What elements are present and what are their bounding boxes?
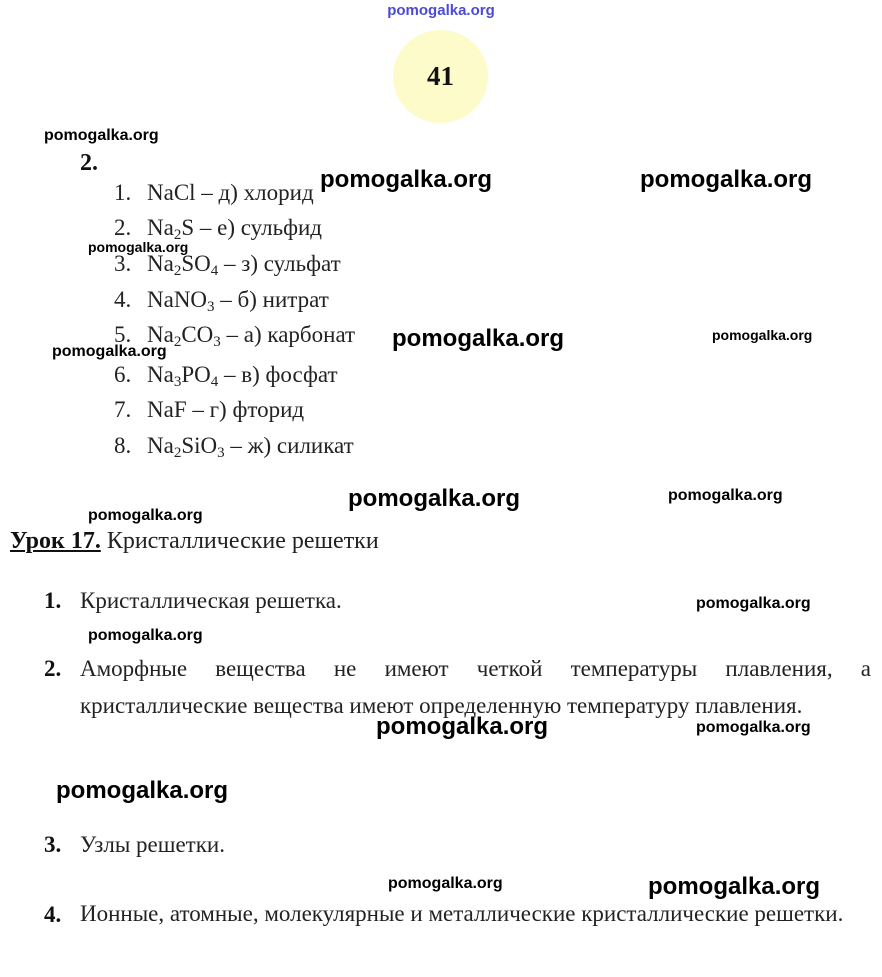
exercise-item bbox=[114, 287, 329, 313]
watermark: pomogalka.org bbox=[668, 487, 783, 504]
question-3-text: Узлы решетки. bbox=[80, 832, 225, 857]
watermark: pomogalka.org bbox=[56, 777, 229, 804]
exercise-item-text: PO bbox=[181, 362, 211, 387]
question-2-text: Аморфные вещества не имеют четкой температуры плавления, а кристаллические вещества имеют определенную температуру плавления. bbox=[80, 656, 871, 718]
exercise-item-number: 4. bbox=[114, 287, 132, 312]
watermark: pomogalka.org bbox=[88, 239, 189, 255]
exercise-number: 2. bbox=[80, 150, 98, 176]
exercise-item-text: NaCl – д) хлорид bbox=[147, 180, 314, 205]
watermark: pomogalka.org bbox=[712, 327, 813, 343]
watermark: pomogalka.org bbox=[88, 627, 203, 644]
exercise-item-text: NaNO bbox=[147, 287, 208, 312]
formula-subscript: 2 bbox=[173, 445, 182, 461]
exercise-item-text: Na bbox=[147, 433, 174, 458]
watermark: pomogalka.org bbox=[388, 875, 503, 892]
formula-subscript: 2 bbox=[173, 263, 182, 279]
exercise-item-text: S – е) сульфид bbox=[181, 215, 323, 240]
exercise-item bbox=[114, 362, 338, 388]
watermark: pomogalka.org bbox=[696, 595, 811, 612]
exercise-item-number: 6. bbox=[114, 362, 132, 387]
exercise-item-text: NaF – г) фторид bbox=[147, 397, 305, 422]
lesson-title: Кристаллические решетки bbox=[100, 528, 379, 554]
exercise-item-number: 8. bbox=[114, 433, 132, 458]
exercise-item-text: CO bbox=[181, 322, 214, 347]
watermark: pomogalka.org bbox=[44, 127, 159, 144]
formula-subscript: 2 bbox=[173, 334, 182, 350]
formula-subscript: 3 bbox=[217, 445, 225, 461]
question-4-text: Ионные, атомные, молекулярные и металлические кристаллические решетки. bbox=[80, 901, 844, 926]
exercise-item-number: 1. bbox=[114, 180, 132, 205]
exercise-item-number: 5. bbox=[114, 322, 132, 347]
watermark: pomogalka.org bbox=[376, 713, 549, 740]
watermark: pomogalka.org bbox=[88, 507, 203, 524]
question-1-number: 1. bbox=[44, 588, 62, 613]
watermark: pomogalka.org bbox=[392, 325, 565, 352]
exercise-item-text: – в) фосфат bbox=[218, 362, 338, 387]
watermark: pomogalka.org bbox=[640, 166, 813, 193]
exercise-item-text: SiO bbox=[181, 433, 218, 458]
exercise-item-text: Na bbox=[147, 322, 174, 347]
lesson-label: Урок 17. bbox=[10, 528, 101, 554]
formula-subscript: 2 bbox=[173, 227, 182, 243]
exercise-item bbox=[114, 397, 304, 423]
exercise-item bbox=[114, 180, 314, 206]
exercise-item-text: – б) нитрат bbox=[214, 287, 329, 312]
exercise-item-number: 7. bbox=[114, 397, 132, 422]
exercise-item-text: – з) сульфат bbox=[218, 251, 341, 276]
formula-subscript: 4 bbox=[210, 374, 219, 390]
exercise-item-text: SO bbox=[181, 251, 211, 276]
watermark: pomogalka.org bbox=[320, 166, 493, 193]
formula-subscript: 3 bbox=[207, 299, 215, 315]
formula-subscript: 3 bbox=[213, 334, 221, 350]
exercise-item bbox=[114, 433, 354, 459]
exercise-item-text: Na bbox=[147, 362, 174, 387]
exercise-item-text: – а) карбонат bbox=[220, 322, 356, 347]
watermark: pomogalka.org bbox=[52, 343, 167, 360]
formula-subscript: 4 bbox=[210, 263, 219, 279]
question-1-text: Кристаллическая решетка. bbox=[80, 588, 342, 613]
watermark: pomogalka.org bbox=[648, 873, 821, 900]
exercise-item-number: 2. bbox=[114, 215, 132, 240]
watermark: pomogalka.org bbox=[696, 719, 811, 736]
lesson-heading bbox=[10, 528, 379, 555]
exercise-item-number: 3. bbox=[114, 251, 132, 276]
question-3-number: 3. bbox=[44, 832, 62, 857]
question-4-number: 4. bbox=[44, 902, 62, 927]
exercise-item-text: Na bbox=[147, 251, 174, 276]
page-number: 41 bbox=[427, 61, 454, 91]
watermark: pomogalka.org bbox=[348, 485, 521, 512]
site-header: pomogalka.org bbox=[387, 2, 495, 19]
exercise-item-text: Na bbox=[147, 215, 174, 240]
exercise-item-text: – ж) силикат bbox=[224, 433, 354, 458]
question-2-number: 2. bbox=[44, 656, 62, 681]
exercise-item bbox=[114, 215, 322, 241]
formula-subscript: 3 bbox=[173, 374, 182, 390]
